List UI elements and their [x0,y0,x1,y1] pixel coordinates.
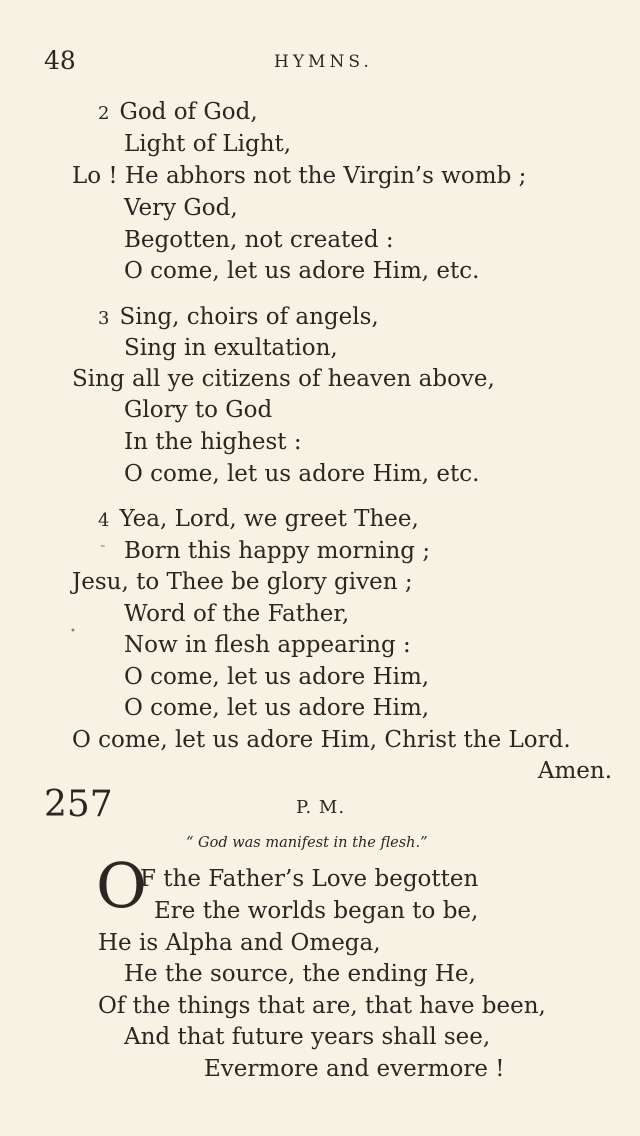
stanza-4-line-3: Jesu, to Thee be glory given ; [72,569,413,595]
verse-number: 4 [98,510,110,531]
printer-mark: - [100,535,106,554]
stanza-3-line-5: In the highest : [124,429,302,455]
stanza-3-line-1 [98,304,379,330]
stanza-4-line-5: Now in flesh appearing : [124,632,411,658]
stanza-2-line-5: Begotten, not created : [124,227,394,253]
verse-line-text: Sing, choirs of angels, [119,304,379,330]
stanza-3-line-3: Sing all ye citizens of heaven above, [72,366,495,392]
verse-line-text: God of God, [119,99,258,125]
hymn-257-line-5: Of the things that are, that have been, [98,993,546,1019]
hymn-number: 257 [44,784,113,825]
stanza-4-line-8: O come, let us adore Him, Christ the Lord. [72,727,571,753]
stanza-4-line-1 [98,506,419,532]
hymn-257-line-1: F the Father’s Love begotten [140,866,479,892]
hymn-257-line-7: Evermore and evermore ! [204,1056,505,1082]
drop-cap: O [96,849,147,922]
verse-line-text: Yea, Lord, we greet Thee, [119,506,419,532]
hymn-257-line-6: And that future years shall see, [124,1024,491,1050]
stanza-4-line-6: O come, let us adore Him, [124,664,430,690]
hymn-257-line-3: He is Alpha and Omega, [98,930,381,956]
stanza-2-line-6: O come, let us adore Him, etc. [124,258,480,284]
stanza-4-line-4: Word of the Father, [124,601,350,627]
hymn-meter: P. M. [296,797,346,818]
stanza-4-line-2: Born this happy morning ; [124,538,431,564]
stanza-2-line-1 [98,99,258,125]
stanza-3-line-6: O come, let us adore Him, etc. [124,461,480,487]
stanza-2-line-2: Light of Light, [124,131,292,157]
stanza-4-line-7: O come, let us adore Him, [124,695,430,721]
verse-number: 2 [98,103,110,124]
stanza-2-line-3: Lo ! He abhors not the Virgin’s womb ; [72,163,527,189]
amen: Amen. [537,758,612,784]
ink-speck: • [70,626,76,637]
stanza-3-line-2: Sing in exultation, [124,335,338,361]
stanza-3-line-4: Glory to God [124,397,273,423]
verse-number: 3 [98,308,110,329]
hymn-257-line-4: He the source, the ending He, [124,961,476,987]
stanza-2-line-4: Very God, [124,195,238,221]
epigraph: “ God was manifest in the flesh.” [186,835,428,851]
hymn-257-line-2: Ere the worlds began to be, [154,898,479,924]
running-head: HYMNS. [274,52,373,72]
page-number: 48 [44,46,76,75]
